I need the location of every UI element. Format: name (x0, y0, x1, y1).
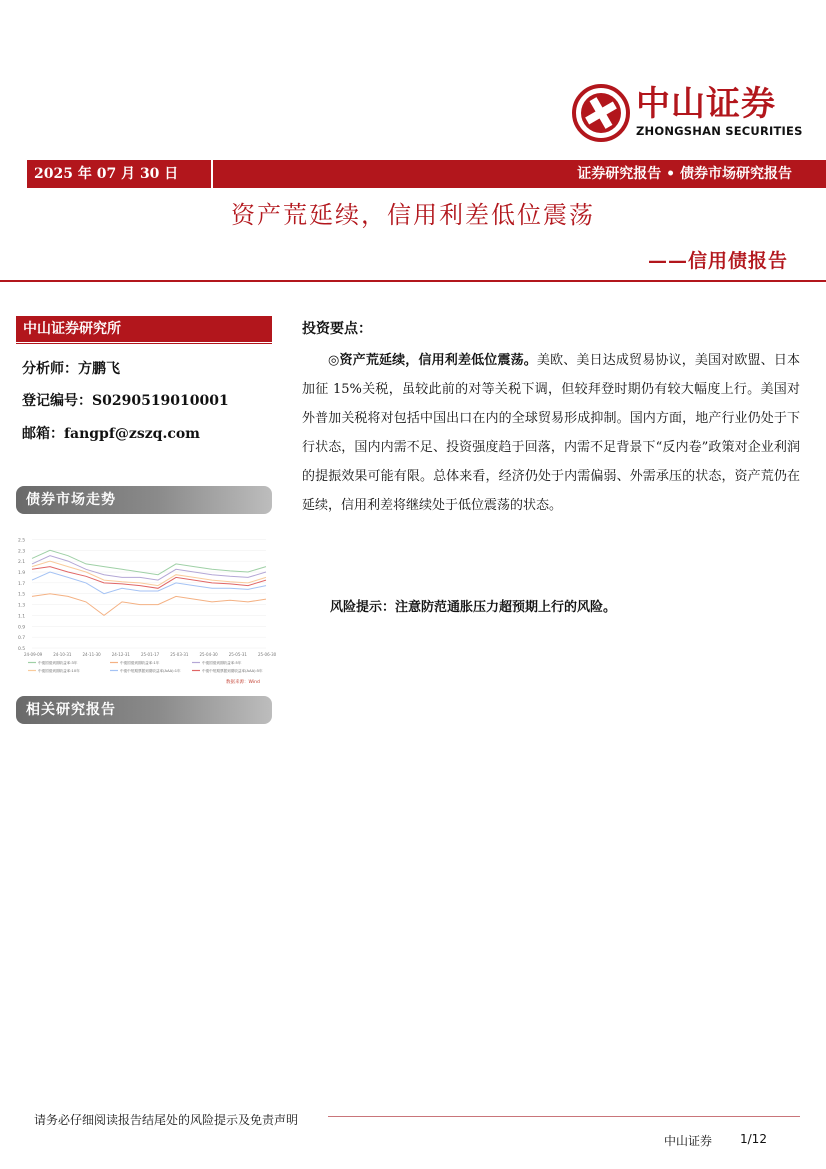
key-points-lead: ◎资产荒延续，信用利差低位震荡。 (328, 353, 537, 368)
x-tick-label: 24-12-31 (111, 652, 130, 657)
x-tick-label: 24-11-30 (82, 652, 101, 657)
bond-market-trend-chart (16, 526, 277, 688)
registration-number: 登记编号：S0290519010001 (22, 393, 229, 409)
page-number: 1/12 (740, 1132, 767, 1146)
y-tick-label: 0.9 (18, 625, 26, 631)
x-tick-label: 24-09-09 (24, 652, 43, 657)
y-tick-label: 2.1 (18, 560, 26, 566)
report-subtitle: ——信用债报告 (647, 250, 788, 272)
market-trend-header: 债券市场走势 (16, 486, 272, 514)
title-divider (0, 280, 826, 282)
related-reports-header: 相关研究报告 (16, 696, 272, 724)
risk-warning: 风险提示：注意防范通胀压力超预期上行的风险。 (330, 600, 617, 615)
legend-label: 中债国债到期收益率:10年 (38, 669, 80, 673)
analyst-email: 邮箱：fangpf@zszq.com (22, 426, 200, 442)
y-tick-label: 1.9 (18, 571, 26, 576)
key-points-body: 美欧、美日达成贸易协议，美国对欧盟、日本加征 15%关税，虽较此前的对等关税下调，但较拜登时期仍有较大幅度上行。美国对外普加关税将对包括中国出口在内的全球贸易形成抑制。国内方面，地产行业仍处于下行状态，国内内需不足、投资强度趋于回落，内需不足背景下“反内卷”政策对企业利润的提振效果可能有限。总体来看，经济仍处于内需偏弱、外需承压的状态，资产荒仍在延续，信用利差将继续处于低位震荡的状态。 (302, 353, 800, 513)
chart-source: 数据来源：Wind (226, 680, 260, 685)
zhongshan-logo-icon (572, 84, 630, 142)
x-tick-label: 25-04-30 (199, 652, 218, 657)
footer-disclaimer: 请务必仔细阅读报告结尾处的风险提示及免责声明 (34, 1113, 299, 1127)
y-tick-label: 0.5 (18, 647, 26, 652)
report-type: 证券研究报告 • 债券市场研究报告 (577, 166, 792, 182)
legend-label: 中债国债到期收益率:3年 (38, 661, 78, 665)
key-points-paragraph (302, 346, 800, 520)
y-tick-label: 1.7 (18, 581, 26, 587)
brand-name-en: ZHONGSHAN SECURITIES (636, 124, 803, 138)
legend-label: 中债中短期票据到期收益率(AAA):1年 (120, 669, 181, 673)
legend-label: 中债中短期票据到期收益率(AAA):5年 (202, 669, 263, 673)
key-points-label: 投资要点： (302, 321, 372, 337)
series-line (32, 556, 266, 580)
y-tick-label: 2.5 (18, 538, 26, 544)
legend-label: 中债国债到期收益率:5年 (202, 661, 242, 665)
report-date: 2025 年 07 月 30 日 (34, 166, 179, 182)
x-tick-label: 25-06-30 (258, 652, 277, 657)
institute-underline (16, 343, 272, 344)
y-tick-label: 1.1 (18, 614, 26, 620)
x-tick-label: 25-01-17 (141, 652, 160, 657)
y-tick-label: 2.3 (18, 549, 26, 555)
series-line (32, 550, 266, 574)
legend-label: 中债国债到期收益率:1年 (120, 661, 160, 665)
x-tick-label: 24-10-31 (53, 652, 72, 657)
y-tick-label: 0.7 (18, 636, 26, 642)
y-tick-label: 1.5 (18, 592, 26, 598)
y-tick-label: 1.3 (18, 603, 26, 609)
institute-header: 中山证券研究所 (16, 316, 272, 342)
x-tick-label: 25-05-31 (228, 652, 247, 657)
analyst-name: 分析师：方鹏飞 (22, 361, 120, 377)
report-title: 资产荒延续，信用利差低位震荡 (231, 201, 595, 229)
footer-divider (328, 1116, 800, 1117)
brand-name-cn: 中山证券 (636, 84, 776, 124)
footer-company: 中山证券 (664, 1134, 713, 1148)
x-tick-label: 25-03-31 (170, 652, 189, 657)
